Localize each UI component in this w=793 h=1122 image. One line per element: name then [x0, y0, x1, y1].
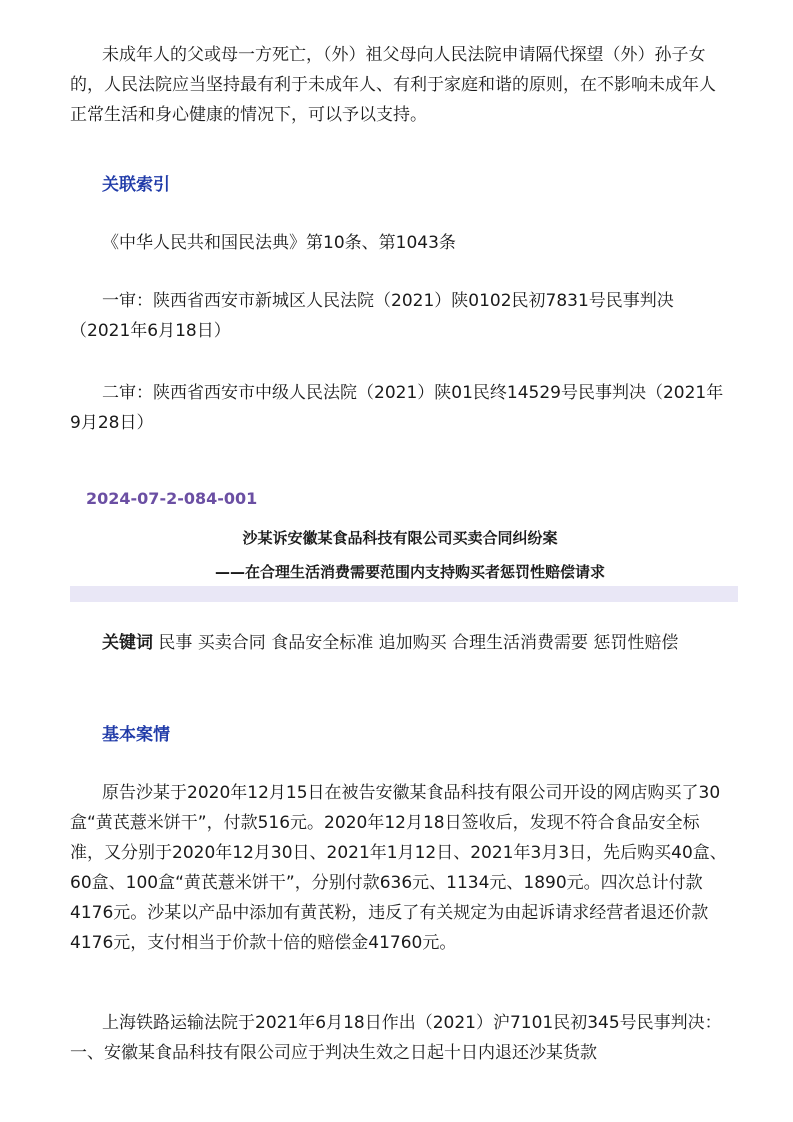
case-subtitle: ——在合理生活消费需要范围内支持购买者惩罚性赔偿请求 [214, 563, 605, 581]
law-reference: 《中华人民共和国民法典》第10条、第1043条 [102, 233, 456, 253]
keywords-list: 民事 买卖合同 食品安全标准 追加购买 合理生活消费需要 惩罚性赔偿 [153, 633, 679, 653]
intro-paragraph: 未成年人的父或母一方死亡，（外）祖父母向人民法院申请隔代探望（外）孙子女的，人民法院应当坚持最有利于未成年人、有利于家庭和谐的原则，在不影响未成年人正常生活和身心健康的情况下，可以予以支持。 [70, 45, 716, 125]
title-divider-band [70, 586, 738, 602]
facts-paragraph: 原告沙某于2020年12月15日在被告安徽某食品科技有限公司开设的网店购买了30盒“黄芪薏米饼干”，付款516元。2020年12月18日签收后，发现不符合食品安全标准，又分别于2020年12月30日、2021年1月12日、2021年3月3日，先后购买40盒、60盒、100盒“黄芪薏米饼干”，分别付款636元、1134元、1890元。四次总计付款4176元。沙某以产品中添加有黄芪粉，违反了有关规定为由起诉请求经营者退还价款4176元，支付相当于价款十倍的赔偿金41760元。 [70, 783, 727, 953]
second-instance-reference: 二审：陕西省西安市中级人民法院（2021）陕01民终14529号民事判决（2021年9月28日） [70, 383, 724, 433]
judgment-paragraph: 上海铁路运输法院于2021年6月18日作出（2021）沪7101民初345号民事判决：一、安徽某食品科技有限公司应于判决生效之日起十日内退还沙某货款 [70, 1013, 722, 1063]
case-title: 沙某诉安徽某食品科技有限公司买卖合同纠纷案 [242, 529, 558, 547]
keywords-label: 关键词 [102, 633, 153, 653]
related-index-heading: 关联索引 [102, 175, 170, 195]
case-id: 2024-07-2-084-001 [86, 489, 258, 508]
facts-heading: 基本案情 [102, 725, 170, 745]
first-instance-reference: 一审：陕西省西安市新城区人民法院（2021）陕0102民初7831号民事判决（2021年6月18日） [70, 291, 674, 341]
keywords-line [70, 628, 730, 658]
